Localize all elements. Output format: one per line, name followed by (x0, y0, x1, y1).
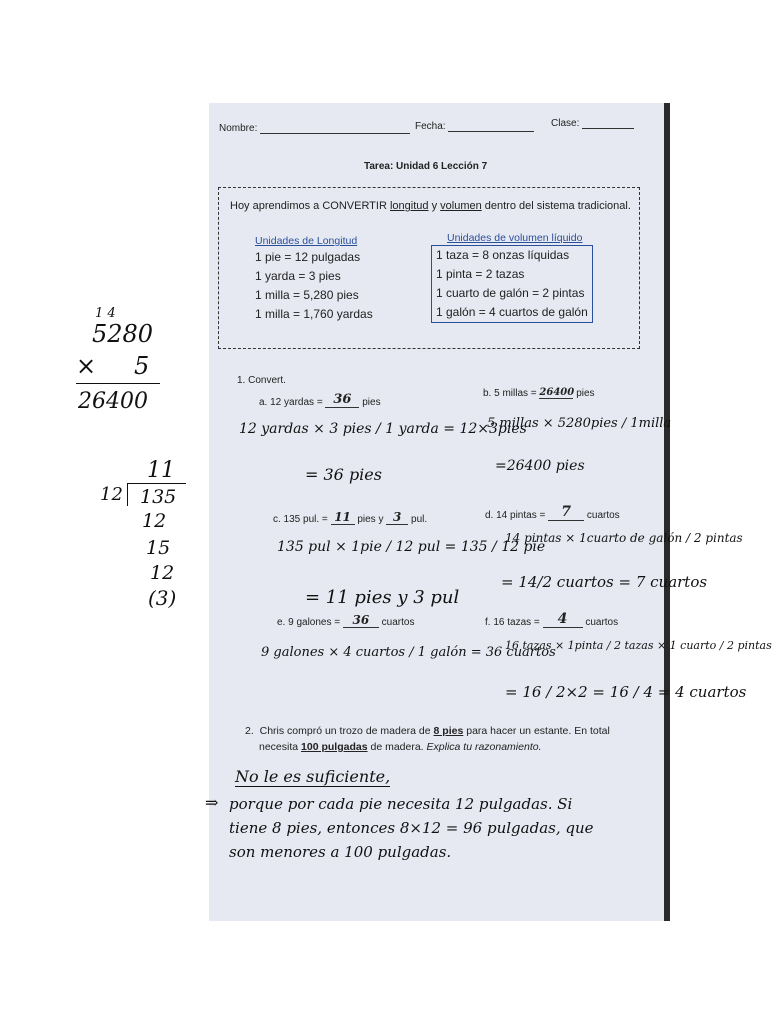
q1b-work1: 5 millas × 5280pies / 1milla (487, 416, 672, 431)
length-item: 1 yarda = 3 pies (255, 269, 341, 283)
q1c-answer2: 3 (393, 510, 402, 524)
length-item: 1 milla = 5,280 pies (255, 288, 359, 302)
q2-answer-line4: son menores a 100 pulgadas. (229, 843, 452, 861)
length-heading: Unidades de Longitud (255, 235, 358, 247)
mult-top: 5280 (92, 320, 154, 348)
volume-list (431, 245, 593, 323)
q1a-work1: 12 yardas × 3 pies / 1 yarda = 12×3pies (239, 421, 527, 437)
q1b-answer: 26400 (539, 387, 575, 398)
page-title: Tarea: Unidad 6 Lección 7 (364, 161, 488, 172)
volume-item: 1 cuarto de galón = 2 pintas (436, 286, 585, 300)
scan-edge (664, 103, 670, 921)
div-dividend: 135 (140, 486, 177, 508)
q1f-answer: 4 (557, 611, 568, 627)
q2-answer-arrow: ⇒ (205, 793, 219, 812)
q1c-work2: = 11 pies y 3 pul (305, 587, 460, 608)
nombre-label: Nombre: (219, 123, 258, 134)
reference-box (218, 187, 640, 349)
mult-carry: 1 4 (95, 306, 116, 321)
volume-heading: Unidades de volumen líquido (447, 232, 583, 244)
worksheet (205, 103, 772, 921)
mult-result: 26400 (78, 389, 148, 414)
clase-label: Clase: (551, 118, 580, 129)
fecha-label: Fecha: (415, 121, 446, 132)
div-rem1: 15 (146, 537, 171, 559)
fecha-line (448, 131, 534, 132)
q1c-answer1: 11 (334, 510, 351, 524)
q2-answer-line2: porque por cada pie necesita 12 pulgadas. Si (229, 795, 573, 813)
q1e-answer: 36 (352, 613, 370, 627)
q1b-work2: =26400 pies (495, 458, 585, 474)
q2-text: 2. Chris compró un trozo de madera de 8 pies para hacer un estante. En total necesita 100 pulgadas de madera. Explica tu razonamiento. (245, 725, 610, 753)
volume-item: 1 taza = 8 onzas líquidas (436, 248, 570, 262)
q1c-work1: 135 pul × 1pie / 12 pul = 135 / 12 pie (277, 539, 546, 555)
q1b-prompt: b. 5 millas = 26400 pies (483, 387, 595, 399)
clase-field (551, 118, 634, 129)
volume-item: 1 galón = 4 cuartos de galón (436, 305, 588, 319)
q1c-prompt: c. 135 pul. = 11 pies y 3 pul. (273, 510, 428, 525)
div-sub2: 12 (150, 562, 175, 584)
length-item: 1 milla = 1,760 yardas (255, 307, 373, 321)
div-sub1: 12 (142, 510, 167, 532)
q2-answer-line3: tiene 8 pies, entonces 8×12 = 96 pulgadas, que (229, 819, 594, 837)
q1f-work1: 16 tazas × 1pinta / 2 tazas × 1 cuarto / 2 pintas (505, 639, 772, 652)
div-remainder: (3) (148, 586, 177, 610)
intro-text: Hoy aprendimos a CONVERTIR longitud y volumen dentro del sistema tradicional. (230, 200, 631, 212)
div-divisor: 12 (100, 484, 123, 505)
q1-label: 1. Convert. (237, 375, 286, 386)
length-item: 1 pie = 12 pulgadas (255, 250, 361, 264)
q1f-work2: = 16 / 2×2 = 16 / 4 = 4 cuartos (505, 683, 747, 701)
q2-answer-line1: No le es suficiente, (235, 767, 391, 786)
q1d-work2: = 14/2 cuartos = 7 cuartos (501, 573, 708, 591)
q1a-work2: = 36 pies (305, 465, 382, 484)
q1a-prompt: a. 12 yardas = 36 pies (259, 392, 381, 408)
volume-units (431, 231, 593, 323)
volume-item: 1 pinta = 2 tazas (436, 267, 525, 281)
mult-op: × (76, 352, 97, 380)
q1d-answer: 7 (561, 504, 571, 520)
fecha-field (415, 121, 534, 132)
q1e-prompt: e. 9 galones = 36 cuartos (277, 613, 415, 628)
nombre-field (219, 123, 410, 134)
div-quotient: 11 (147, 458, 175, 483)
q1d-prompt: d. 14 pintas = 7 cuartos (485, 504, 620, 521)
nombre-line (260, 133, 410, 134)
q1d-work1: 14 pintas × 1cuarto de galón / 2 pintas (505, 531, 743, 545)
q1f-prompt: f. 16 tazas = 4 cuartos (485, 611, 619, 628)
mult-by: 5 (134, 352, 150, 380)
q1a-answer: 36 (333, 392, 352, 407)
length-units (255, 234, 373, 324)
q1e-work1: 9 galones × 4 cuartos / 1 galón = 36 cuartos (261, 645, 556, 660)
mult-rule (76, 383, 160, 384)
clase-line (582, 128, 634, 129)
